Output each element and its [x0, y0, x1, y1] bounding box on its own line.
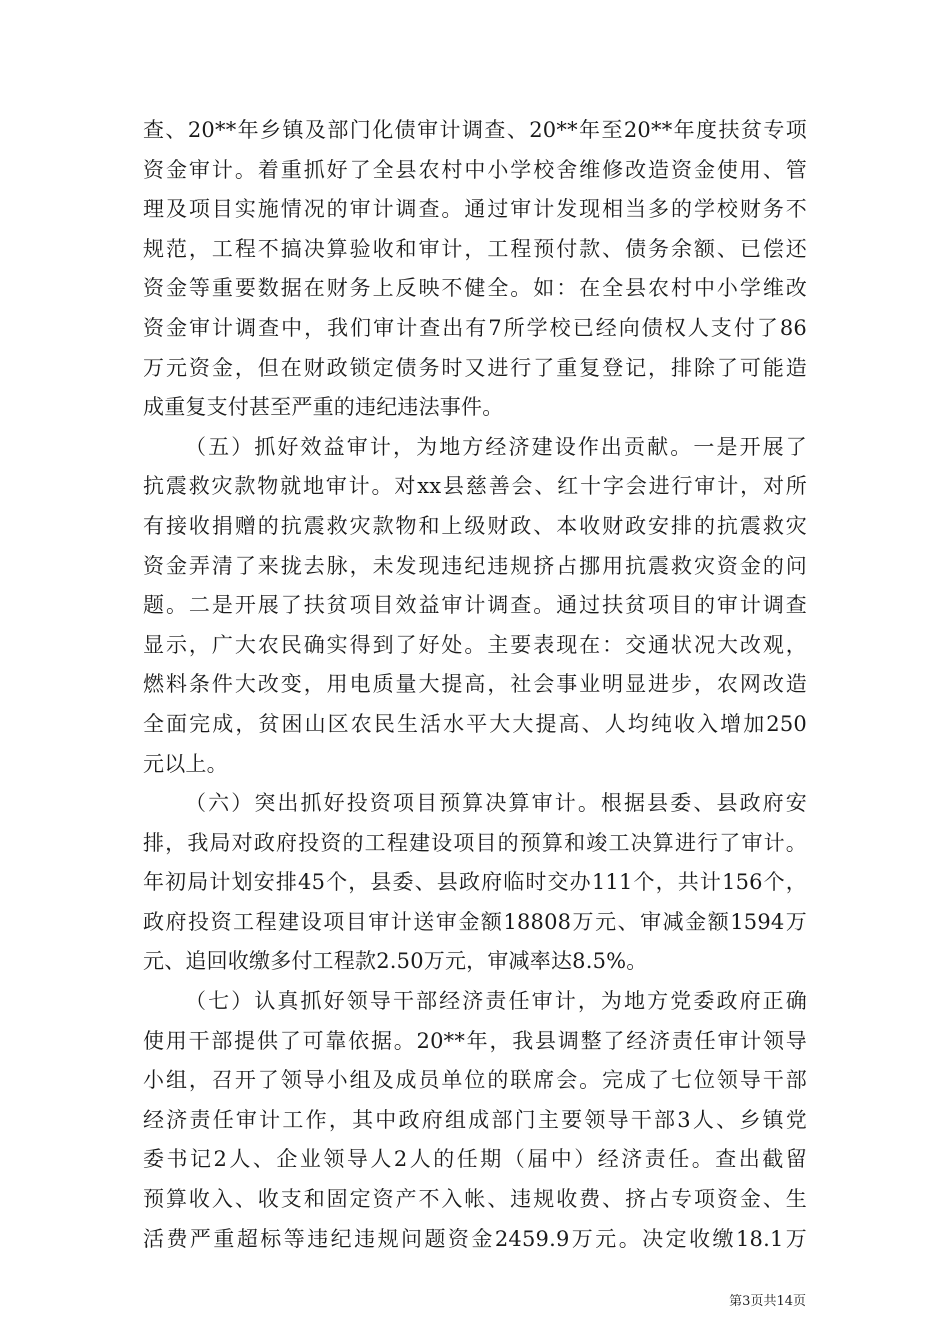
text-line: 成重复支付甚至严重的违纪违法事件。 [143, 395, 504, 420]
text-line: 题。二是开展了扶贫项目效益审计调查。通过扶贫项目的审计调查 [143, 593, 807, 618]
paragraph-seven-heading: （七）认真抓好领导干部经济责任审计，为地方党委政府正确 [185, 989, 807, 1014]
text-line: 元、追回收缴多付工程款2.50万元，审减率达8.5%。 [143, 949, 648, 974]
paragraph-five-heading: （五）抓好效益审计，为地方经济建设作出贡献。一是开展了 [185, 434, 807, 459]
text-line: 委书记2人、企业领导人2人的任期（届中）经济责任。查出截留 [143, 1147, 807, 1172]
text-line: 全面完成，贫困山区农民生活水平大大提高、人均纯收入增加250 [143, 711, 807, 736]
text-line: 经济责任审计工作，其中政府组成部门主要领导干部3人、乡镇党 [143, 1107, 807, 1132]
text-line: 规范，工程不搞决算验收和审计，工程预付款、债务余额、已偿还 [143, 236, 807, 261]
text-line: 年初局计划安排45个，县委、县政府临时交办111个，共计156个， [143, 870, 807, 895]
text-line: 查、20**年乡镇及部门化债审计调查、20**年至20**年度扶贫专项 [143, 118, 807, 142]
text-line: 活费严重超标等违纪违规问题资金2459.9万元。决定收缴18.1万 [143, 1226, 807, 1251]
text-line: 理及项目实施情况的审计调查。通过审计发现相当多的学校财务不 [143, 197, 807, 222]
text-line: 小组，召开了领导小组及成员单位的联席会。完成了七位领导干部 [143, 1068, 807, 1093]
text-line: 排，我局对政府投资的工程建设项目的预算和竣工决算进行了审计。 [143, 830, 807, 855]
text-line: 使用干部提供了可靠依据。20**年，我县调整了经济责任审计领导 [143, 1028, 807, 1053]
text-line: 预算收入、收支和固定资产不入帐、违规收费、挤占专项资金、生 [143, 1187, 807, 1212]
text-line: 资金审计调查中，我们审计查出有7所学校已经向债权人支付了86 [143, 315, 807, 340]
text-line: 万元资金，但在财政锁定债务时又进行了重复登记，排除了可能造 [143, 355, 807, 380]
text-line: 元以上。 [143, 751, 228, 776]
text-line: 燃料条件大改变，用电质量大提高，社会事业明显进步，农网改造 [143, 672, 807, 697]
text-line: 政府投资工程建设项目审计送审金额18808万元、审减金额1594万 [143, 909, 807, 934]
text-line: 资金弄清了来拢去脉，未发现违纪违规挤占挪用抗震救灾资金的问 [143, 553, 807, 578]
body-text [143, 111, 807, 1259]
text-line: 显示，广大农民确实得到了好处。主要表现在：交通状况大改观， [143, 632, 807, 657]
text-line: 资金等重要数据在财务上反映不健全。如：在全县农村中小学维改 [143, 276, 807, 301]
page-number: 第3页共14页 [729, 1294, 806, 1309]
text-line: 抗震救灾款物就地审计。对xx县慈善会、红十字会进行审计，对所 [143, 474, 807, 499]
paragraph-six-heading: （六）突出抓好投资项目预算决算审计。根据县委、县政府安 [185, 791, 807, 816]
text-line: 资金审计。着重抓好了全县农村中小学校舍维修改造资金使用、管 [143, 157, 807, 182]
text-line: 有接收捐赠的抗震救灾款物和上级财政、本收财政安排的抗震救灾 [143, 513, 807, 538]
